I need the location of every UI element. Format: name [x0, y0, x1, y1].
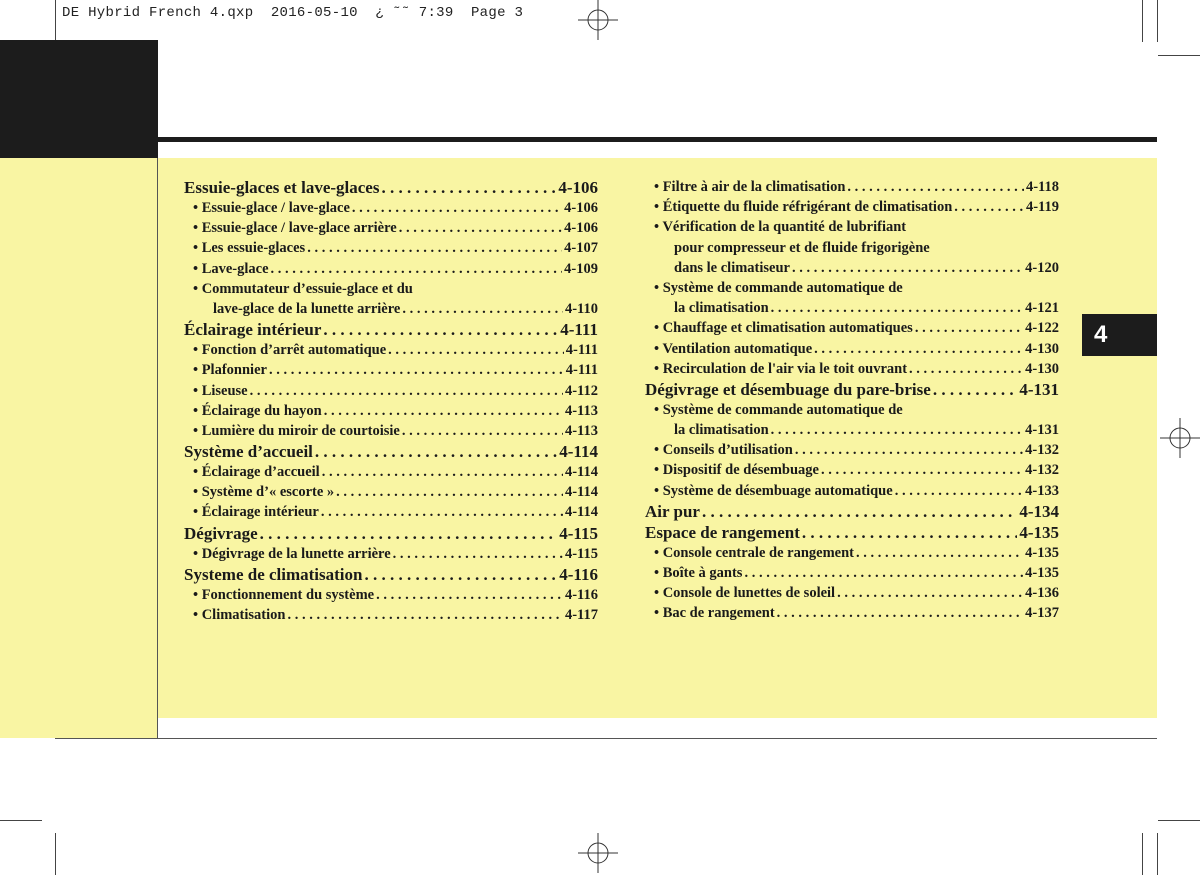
toc-subentry[interactable] [645, 563, 1059, 583]
toc-subentry[interactable] [645, 440, 1059, 460]
toc-dot-leader [802, 522, 1017, 543]
toc-subentry-continuation[interactable] [645, 238, 1059, 258]
toc-section-entry[interactable] [184, 523, 598, 544]
toc-entry-label: Essuie-glaces et lave-glaces [184, 178, 380, 197]
toc-subentry[interactable] [645, 318, 1059, 338]
toc-page-number: 4-135 [1025, 565, 1059, 581]
toc-dot-leader [321, 502, 563, 522]
toc-dot-leader [250, 381, 563, 401]
crop-mark [55, 833, 56, 875]
toc-subentry[interactable] [645, 603, 1059, 623]
toc-dot-leader [909, 359, 1023, 379]
toc-page-number: 4-130 [1025, 360, 1059, 377]
crop-mark [1158, 55, 1200, 56]
toc-entry-label: • Éclairage d’accueil [193, 464, 320, 481]
toc-dot-leader [381, 177, 556, 198]
toc-subentry[interactable] [184, 279, 598, 299]
toc-subentry[interactable] [184, 259, 598, 279]
toc-entry-label: • Système de commande automatique de [654, 279, 903, 296]
toc-dot-leader [323, 319, 558, 340]
toc-entry-label: Systeme de climatisation [184, 564, 363, 584]
toc-page-number: 4-115 [559, 523, 598, 543]
toc-subentry[interactable] [645, 481, 1059, 501]
toc-page-number: 4-116 [564, 586, 598, 603]
crop-mark [1142, 833, 1143, 875]
toc-page-number: 4-110 [564, 300, 598, 317]
toc-dot-leader [388, 340, 564, 360]
crop-mark [55, 0, 56, 42]
toc-page-number: 4-113 [564, 422, 598, 439]
toc-entry-label: • Éclairage intérieur [193, 504, 319, 521]
toc-entry-label: • Climatisation [193, 607, 286, 623]
crop-mark [1158, 820, 1200, 821]
toc-dot-leader [269, 360, 564, 380]
toc-entry-label: • Lumière du miroir de courtoisie [193, 422, 400, 439]
toc-entry-label: la climatisation [674, 422, 769, 439]
toc-entry-label: • Recirculation de l'air via le toit ouvrant [654, 360, 908, 377]
toc-page-number: 4-133 [1025, 482, 1059, 499]
toc-section-entry[interactable] [184, 441, 598, 462]
toc-dot-leader [821, 460, 1023, 480]
toc-subentry[interactable] [645, 278, 1059, 298]
toc-page-number: 4-119 [1025, 199, 1059, 216]
toc-page-number: 4-111 [560, 320, 598, 340]
toc-page-number: 4-132 [1025, 462, 1059, 479]
toc-section-entry[interactable] [645, 379, 1059, 400]
toc-page-number: 4-131 [1019, 379, 1059, 399]
toc-entry-label: • Chauffage et climatisation automatiques [654, 320, 913, 337]
toc-subentry[interactable] [645, 543, 1059, 563]
toc-subentry[interactable] [184, 482, 598, 502]
toc-entry-label: • Fonction d’arrêt automatique [193, 342, 387, 359]
toc-page-number: 4-117 [564, 607, 598, 623]
toc-page-number: 4-114 [559, 442, 598, 462]
toc-entry-label: • Étiquette du fluide réfrigérant de climatisation [654, 199, 953, 216]
toc-entry-label: la climatisation [674, 300, 769, 317]
crop-mark [0, 820, 42, 821]
toc-entry-label: Système d’accueil [184, 442, 313, 462]
toc-dot-leader [402, 421, 563, 441]
toc-subentry[interactable] [645, 197, 1059, 217]
toc-entry-label: • Plafonnier [193, 362, 267, 379]
toc-page-number: 4-120 [1025, 259, 1059, 276]
toc-entry-label: • Boîte à gants [654, 565, 743, 581]
toc-dot-leader [847, 177, 1024, 197]
toc-dot-leader [271, 259, 563, 279]
toc-page-number: 4-122 [1025, 320, 1059, 337]
toc-section-entry[interactable] [184, 319, 598, 340]
toc-entry-label: • Éclairage du hayon [193, 402, 322, 419]
toc-dot-leader [393, 544, 563, 564]
toc-dot-leader [260, 523, 558, 544]
toc-dot-leader [307, 238, 562, 258]
registration-mark-icon [578, 0, 618, 40]
toc-entry-label: • Filtre à air de la climatisation [654, 179, 846, 195]
toc-dot-leader [322, 462, 563, 482]
toc-subentry[interactable] [184, 502, 598, 522]
toc-subentry[interactable] [184, 421, 598, 441]
toc-page-number: 4-107 [564, 240, 598, 257]
toc-entry-label: • Ventilation automatique [654, 340, 813, 357]
toc-entry-label: lave-glace de la lunette arrière [213, 300, 401, 317]
chapter-header-block [0, 40, 158, 158]
toc-subentry-continuation[interactable] [645, 298, 1059, 318]
toc-entry-label: • Commutateur d’essuie-glace et du [193, 280, 413, 297]
toc-page-number: 4-111 [565, 362, 598, 379]
toc-page-number: 4-131 [1025, 422, 1059, 439]
toc-dot-leader [702, 501, 1017, 522]
toc-page-number: 4-134 [1019, 501, 1059, 521]
toc-entry-label: • Essuie-glace / lave-glace arrière [193, 220, 397, 237]
toc-entry-label: • Console de lunettes de soleil [654, 585, 836, 602]
toc-section-entry[interactable] [645, 501, 1059, 522]
toc-section-entry[interactable] [645, 522, 1059, 543]
toc-entry-label: • Système de commande automatique de [654, 401, 903, 418]
margin-band [0, 158, 158, 738]
toc-entry-label: pour compresseur et de fluide frigorigène [674, 239, 930, 256]
toc-entry-label: • Console centrale de rangement [654, 544, 854, 561]
toc-subentry[interactable] [645, 217, 1059, 237]
toc-page-number: 4-118 [1025, 179, 1059, 195]
toc-dot-leader [856, 543, 1023, 563]
toc-page-number: 4-121 [1025, 300, 1059, 317]
toc-dot-leader [814, 339, 1023, 359]
toc-dot-leader [895, 481, 1023, 501]
toc-subentry[interactable] [184, 238, 598, 258]
toc-subentry[interactable] [645, 460, 1059, 480]
toc-page-number: 4-135 [1019, 522, 1059, 542]
toc-page-number: 4-115 [564, 545, 598, 562]
toc-entry-label: • Dégivrage de la lunette arrière [193, 545, 391, 562]
toc-subentry[interactable] [645, 400, 1059, 420]
toc-dot-leader [399, 218, 562, 238]
toc-subentry-continuation[interactable] [645, 258, 1059, 278]
crop-mark [1157, 833, 1158, 875]
toc-dot-leader [352, 198, 562, 218]
toc-subentry[interactable] [184, 218, 598, 238]
footer-rule [55, 738, 1157, 739]
crop-mark [1157, 0, 1158, 42]
toc-dot-leader [771, 298, 1024, 318]
toc-subentry[interactable] [184, 544, 598, 564]
toc-subentry[interactable] [645, 339, 1059, 359]
toc-entry-label: • Les essuie-glaces [193, 240, 306, 257]
toc-dot-leader [364, 564, 557, 585]
toc-subentry[interactable] [184, 198, 598, 218]
toc-subentry[interactable] [184, 401, 598, 421]
toc-dot-leader [402, 299, 563, 319]
toc-subentry[interactable] [184, 340, 598, 360]
toc-subentry[interactable] [184, 605, 598, 625]
toc-dot-leader [915, 318, 1023, 338]
toc-subentry[interactable] [184, 585, 598, 605]
toc-page-number: 4-135 [1025, 544, 1059, 561]
toc-page-number: 4-106 [564, 200, 598, 216]
toc-right-column [645, 177, 1059, 624]
toc-page-number: 4-109 [564, 260, 598, 277]
toc-page-number: 4-111 [565, 342, 598, 359]
toc-entry-label: Éclairage intérieur [184, 320, 322, 340]
toc-entry-label: • Essuie-glace / lave-glace [193, 200, 350, 216]
toc-subentry[interactable] [645, 359, 1059, 379]
toc-dot-leader [744, 563, 1023, 583]
toc-entry-label: Dégivrage [184, 523, 258, 543]
toc-subentry-continuation[interactable] [184, 299, 598, 319]
toc-page-number: 4-112 [564, 382, 598, 399]
header-rule [158, 137, 1157, 142]
toc-subentry[interactable] [184, 381, 598, 401]
toc-dot-leader [795, 440, 1023, 460]
toc-section-entry[interactable] [184, 177, 598, 198]
toc-dot-leader [324, 401, 563, 421]
toc-page-number: 4-106 [558, 178, 598, 197]
toc-page-number: 4-132 [1025, 442, 1059, 459]
toc-dot-leader [336, 482, 563, 502]
print-slug: DE Hybrid French 4.qxp 2016-05-10 ¿ ˜˜ 7:39 Page 3 [62, 5, 524, 21]
toc-entry-label: • Vérification de la quantité de lubrifiant [654, 219, 907, 236]
toc-dot-leader [792, 258, 1023, 278]
toc-dot-leader [837, 583, 1023, 603]
toc-page-number: 4-114 [564, 504, 598, 521]
toc-page-number: 4-114 [564, 464, 598, 481]
toc-page-number: 4-113 [564, 402, 598, 419]
toc-entry-label: • Lave-glace [193, 260, 269, 277]
margin-rule [157, 158, 158, 738]
toc-page-number: 4-137 [1025, 605, 1059, 622]
registration-mark-icon [1160, 418, 1200, 458]
toc-subentry[interactable] [184, 360, 598, 380]
toc-page-number: 4-130 [1025, 340, 1059, 357]
toc-subentry-continuation[interactable] [645, 420, 1059, 440]
toc-entry-label: • Système de désembuage automatique [654, 482, 893, 499]
toc-dot-leader [954, 197, 1024, 217]
toc-dot-leader [315, 441, 557, 462]
toc-page-number: 4-106 [564, 220, 598, 237]
toc-dot-leader [771, 420, 1024, 440]
toc-dot-leader [376, 585, 563, 605]
toc-dot-leader [933, 379, 1018, 400]
toc-entry-label: Dégivrage et désembuage du pare-brise [645, 379, 931, 399]
toc-subentry[interactable] [645, 583, 1059, 603]
toc-subentry[interactable] [645, 177, 1059, 197]
toc-subentry[interactable] [184, 462, 598, 482]
toc-page-number: 4-136 [1025, 585, 1059, 602]
toc-entry-label: Espace de rangement [645, 522, 800, 542]
toc-entry-label: • Conseils d’utilisation [654, 442, 793, 459]
registration-mark-icon [578, 833, 618, 873]
toc-section-entry[interactable] [184, 564, 598, 585]
toc-entry-label: Air pur [645, 501, 700, 521]
toc-entry-label: dans le climatiseur [674, 259, 790, 276]
toc-dot-leader [287, 605, 562, 625]
toc-left-column [184, 177, 598, 625]
toc-entry-label: • Bac de rangement [654, 605, 775, 622]
toc-entry-label: • Dispositif de désembuage [654, 462, 819, 479]
toc-dot-leader [777, 603, 1024, 623]
toc-page-number: 4-114 [564, 484, 598, 501]
toc-page-number: 4-116 [559, 564, 598, 584]
chapter-tab[interactable]: 4 [1082, 314, 1157, 356]
toc-entry-label: • Système d’« escorte » [193, 484, 335, 501]
toc-entry-label: • Liseuse [193, 382, 248, 399]
crop-mark [1142, 0, 1143, 42]
toc-entry-label: • Fonctionnement du système [193, 586, 375, 603]
